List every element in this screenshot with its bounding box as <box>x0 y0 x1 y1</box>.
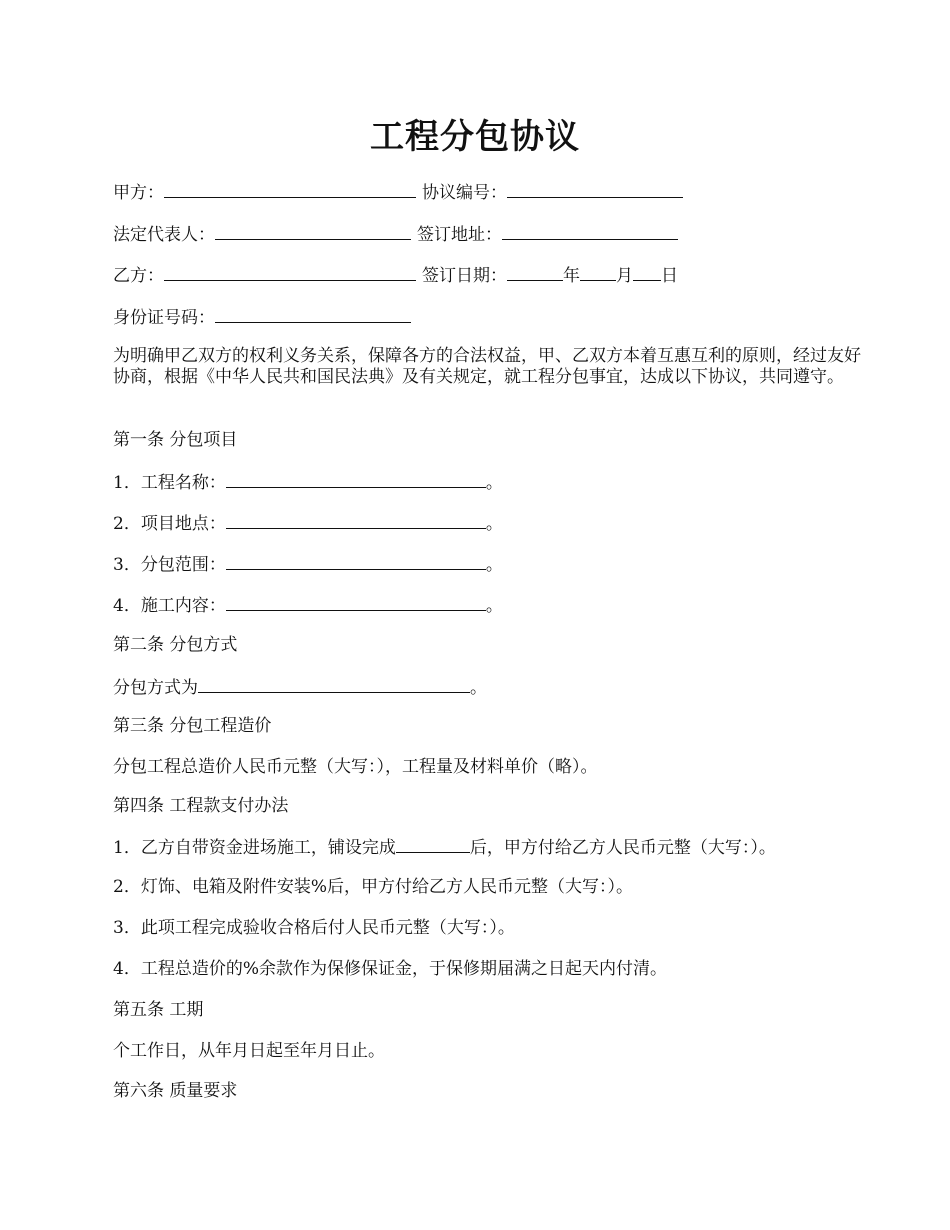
end-mark: 。 <box>485 514 503 534</box>
party-a-label: 甲方： <box>113 183 164 203</box>
article1-item2 <box>113 510 503 536</box>
article4-item2: 2．灯饰、电箱及附件安装%后，甲方付给乙方人民币元整（大写：）。 <box>113 877 633 897</box>
year-blank <box>507 262 563 281</box>
party-b-line <box>113 262 678 288</box>
party-a-blank <box>164 179 416 198</box>
id-number-label: 身份证号码： <box>113 308 215 328</box>
document-title: 工程分包协议 <box>370 117 580 157</box>
paving-blank <box>396 834 470 853</box>
article4-heading: 第四条 工程款支付办法 <box>113 796 289 816</box>
article3-heading: 第三条 分包工程造价 <box>113 716 272 736</box>
article5-heading: 第五条 工期 <box>113 1000 204 1020</box>
intro-paragraph: 为明确甲乙双方的权利义务关系，保障各方的合法权益，甲、乙双方本着互惠互利的原则，经过友好协商，根据《中华人民共和国民法典》及有关规定，就工程分包事宜，达成以下协议，共同遵守。 <box>113 346 861 387</box>
sign-address-blank <box>502 221 678 240</box>
project-location-label: 2．项目地点： <box>113 514 226 534</box>
month-blank <box>580 262 616 281</box>
article5-text: 个工作日，从年月日起至年月日止。 <box>113 1041 385 1061</box>
article4-item1 <box>113 834 776 860</box>
project-location-blank <box>226 510 486 529</box>
subcontract-scope-label: 3．分包范围： <box>113 555 226 575</box>
subcontract-method-blank <box>198 674 470 693</box>
subcontract-method-label: 分包方式为 <box>113 678 198 698</box>
id-number-blank <box>215 304 411 323</box>
article1-item4 <box>113 592 503 618</box>
day-label: 日 <box>661 266 678 286</box>
legal-rep-blank <box>215 221 411 240</box>
sign-address-label: 签订地址： <box>417 225 502 245</box>
end-mark: 。 <box>470 678 487 698</box>
article1-item3 <box>113 551 503 577</box>
project-name-label: 1．工程名称： <box>113 473 226 493</box>
construction-content-label: 4．施工内容： <box>113 596 226 616</box>
year-label: 年 <box>563 266 580 286</box>
legal-rep-line <box>113 221 678 247</box>
end-mark: 。 <box>485 596 503 616</box>
article2-text <box>113 674 487 700</box>
id-number-line <box>113 304 411 330</box>
construction-content-blank <box>226 592 486 611</box>
article1-heading: 第一条 分包项目 <box>113 430 238 450</box>
article6-heading: 第六条 质量要求 <box>113 1081 238 1101</box>
article3-text: 分包工程总造价人民币元整（大写：），工程量及材料单价（略）。 <box>113 757 598 777</box>
agreement-no-blank <box>507 179 683 198</box>
subcontract-scope-blank <box>226 551 486 570</box>
month-label: 月 <box>616 266 633 286</box>
payment-item1-before: 1．乙方自带资金进场施工，铺设完成 <box>113 838 396 858</box>
payment-item1-after: 后，甲方付给乙方人民币元整（大写：）。 <box>469 838 776 858</box>
project-name-blank <box>226 469 486 488</box>
party-b-label: 乙方： <box>113 266 164 286</box>
party-a-line <box>113 179 683 205</box>
article1-item1 <box>113 469 503 495</box>
legal-rep-label: 法定代表人： <box>113 225 215 245</box>
day-blank <box>633 262 661 281</box>
end-mark: 。 <box>485 473 503 493</box>
agreement-no-label: 协议编号： <box>422 183 507 203</box>
article4-item3: 3．此项工程完成验收合格后付人民币元整（大写：）。 <box>113 918 515 938</box>
sign-date-label: 签订日期： <box>422 266 507 286</box>
party-b-blank <box>164 262 416 281</box>
end-mark: 。 <box>485 555 503 575</box>
article4-item4: 4．工程总造价的%余款作为保修保证金，于保修期届满之日起天内付清。 <box>113 959 667 979</box>
article2-heading: 第二条 分包方式 <box>113 635 238 655</box>
